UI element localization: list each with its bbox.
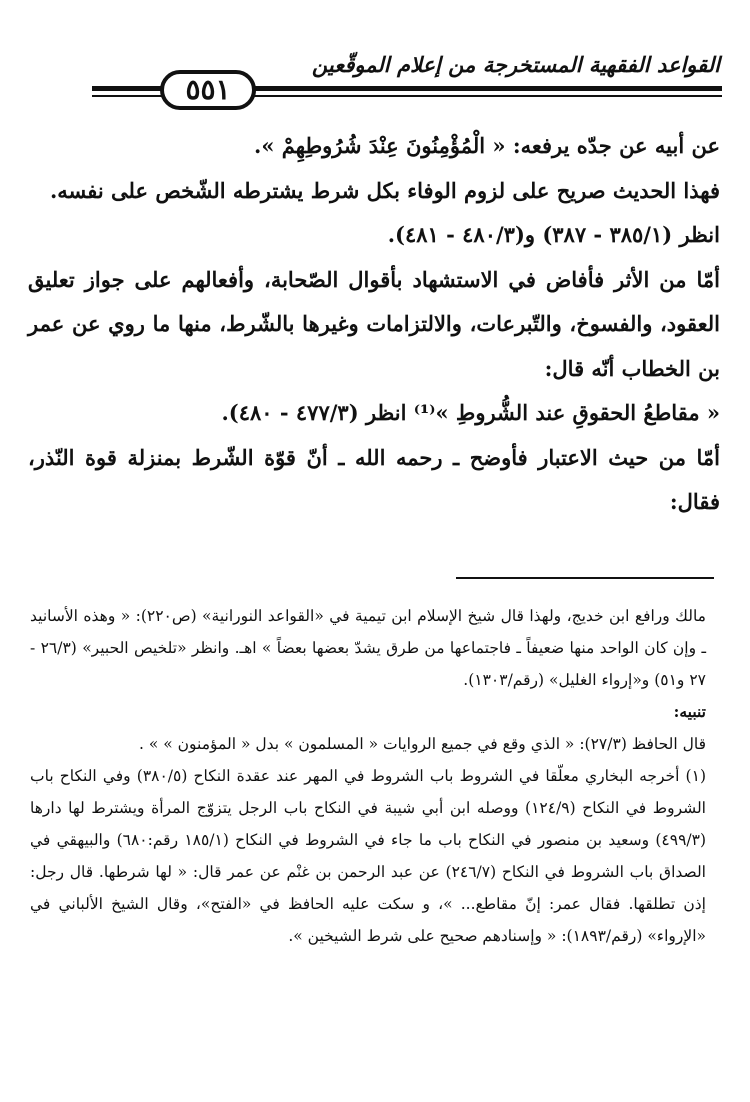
footnote-continuation: مالك ورافع ابن خديج، ولهذا قال شيخ الإسلام ابن تيمية في «القواعد النورانية» (ص٢٢٠): « وهذه الأسانيد ـ وإن كان الواحد منها ضعيفاً ـ فاجتماعها من طرق يشدّ بعضها بعضاً » اهـ. وانظر «تلخيص الحبير» (٢٦/٣ - ٢٧ و٥١) و«إرواء الغليل» (رقم/١٣٠٣).: [30, 607, 706, 689]
body-paragraph-3: انظر (٣٨٥/١ - ٣٨٧) و(٤٨٠/٣ - ٤٨١).: [387, 222, 720, 247]
footnotes: [30, 600, 706, 952]
main-text: [28, 124, 720, 525]
tanbih-heading: تنبيه:: [673, 702, 706, 721]
body-paragraph-5: « مقاطعُ الحقوقِ عند الشُّروطِ »⁽¹⁾ انظر (٤٧٧/٣ - ٤٨٠).: [221, 400, 720, 425]
body-paragraph-4: أمّا من الأثر فأفاض في الاستشهاد بأقوال الصّحابة، وأفعالهم على جواز تعليق العقود، والفسوخ، والتّبرعات، والالتزامات وغيرها بالشّرط، منها ما روي عن عمر بن الخطاب أنّه قال:: [28, 266, 720, 381]
page-number: ٥٥١: [160, 70, 256, 110]
footnote-separator: [456, 577, 714, 579]
running-title: القواعد الفقهية المستخرجة من إعلام الموقّعين: [311, 52, 720, 77]
footnote-1: (١) أخرجه البخاري معلّقا في الشروط باب الشروط في المهر عند عقدة النكاح (٣٨٠/٥) وفي النكاح باب الشروط في النكاح (١٢٤/٩) ووصله ابن أبي شيبة في النكاح باب الرجل يتزوّج المرأة ويشترط لها دارها (٤٩٩/٣) وسعيد بن منصور في النكاح باب ما جاء في الشروط في النكاح (١٨٥/١ رقم:٦٨٠) والبيهقي في الصداق باب الشروط في النكاح (٢٤٦/٧) عن عبد الرحمن بن غنْم عن عمر قال: « لها شرطها. قال رجل: إذن تطلقها. فقال عمر: إنّ مقاطع... »، و سكت عليه الحافظ في «الفتح»، وقال الشيخ الألباني في «الإرواء» (رقم/١٨٩٣): « وإسنادهم صحيح على شرط الشيخين ».: [30, 767, 707, 945]
body-paragraph-2: فهذا الحديث صريح على لزوم الوفاء بكل شرط يشترطه الشّخص على نفسه.: [49, 177, 720, 203]
tanbih-text: قال الحافظ (٢٧/٣): « الذي وقع في جميع الروايات « المسلمون » بدل « المؤمنون » » .: [138, 735, 706, 753]
body-paragraph-6: أمّا من حيث الاعتبار فأوضح ـ رحمه الله ـ أنّ قوّة الشّرط بمنزلة قوة النّذر، فقال:: [28, 444, 720, 514]
body-paragraph-1: عن أبيه عن جدّه يرفعه: « الْمُؤْمِنُونَ عِنْدَ شُرُوطِهِمْ ».: [254, 133, 720, 158]
